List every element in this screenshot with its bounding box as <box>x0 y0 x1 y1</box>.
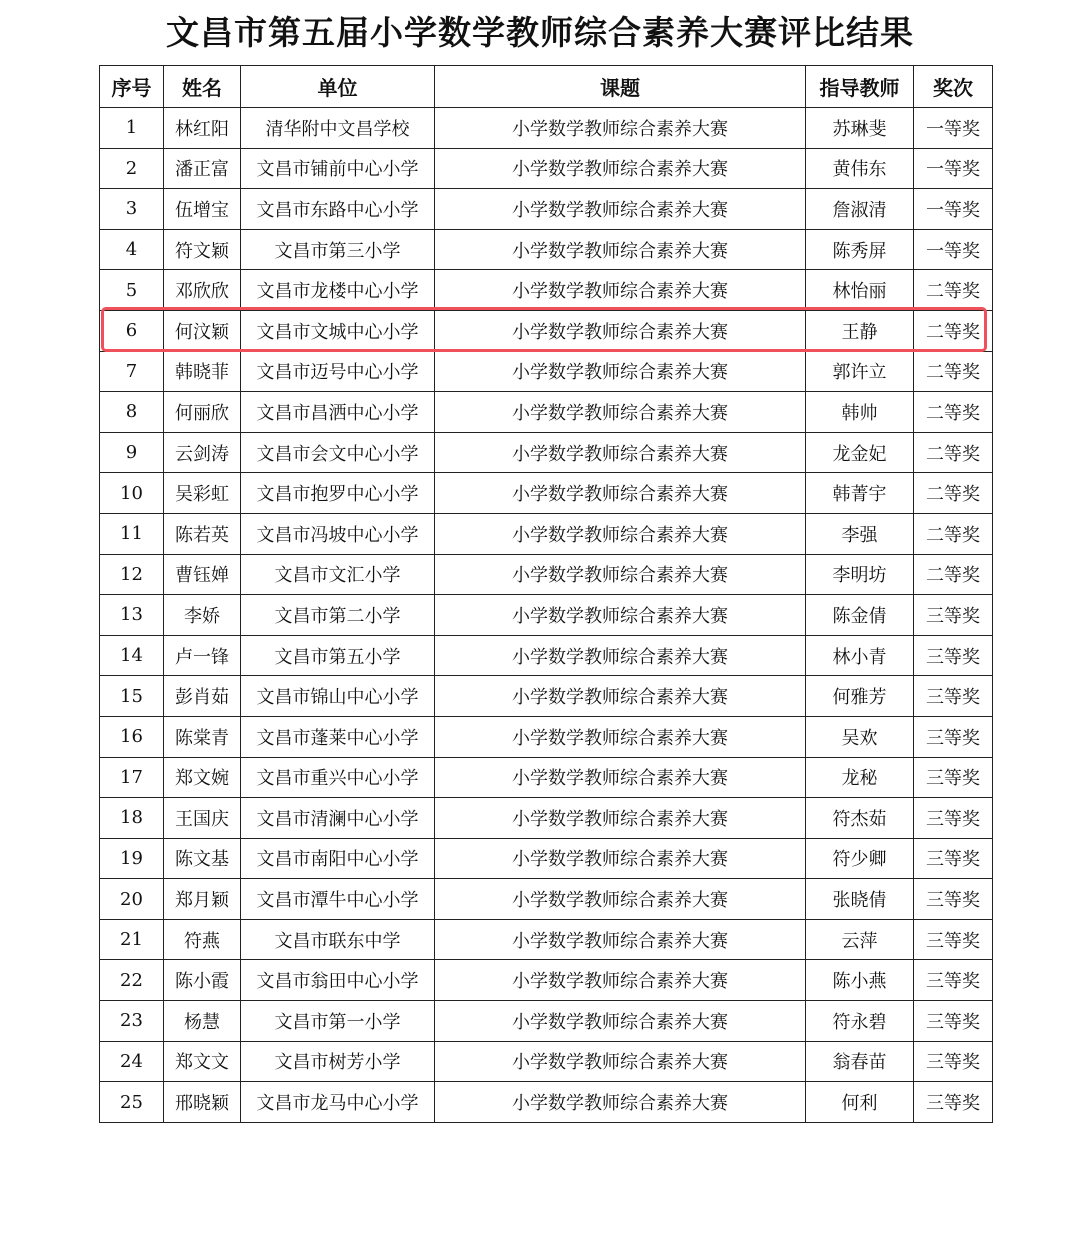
cell-award: 三等奖 <box>914 1041 993 1082</box>
cell-award: 三等奖 <box>914 879 993 920</box>
cell-topic: 小学数学教师综合素养大赛 <box>435 392 806 433</box>
cell-name: 王国庆 <box>164 798 241 839</box>
cell-name: 伍增宝 <box>164 189 241 230</box>
cell-index: 16 <box>100 716 164 757</box>
table-row <box>100 676 993 717</box>
cell-unit: 文昌市东路中心小学 <box>241 189 435 230</box>
cell-name: 郑文婉 <box>164 757 241 798</box>
table-row <box>100 757 993 798</box>
cell-unit: 文昌市潭牛中心小学 <box>241 879 435 920</box>
cell-index: 17 <box>100 757 164 798</box>
cell-award: 二等奖 <box>914 513 993 554</box>
cell-index: 13 <box>100 595 164 636</box>
cell-award: 三等奖 <box>914 595 993 636</box>
cell-unit: 文昌市抱罗中心小学 <box>241 473 435 514</box>
cell-unit: 清华附中文昌学校 <box>241 108 435 149</box>
table-header-row <box>100 66 993 108</box>
cell-index: 15 <box>100 676 164 717</box>
table-row <box>100 960 993 1001</box>
table-row <box>100 351 993 392</box>
cell-unit: 文昌市重兴中心小学 <box>241 757 435 798</box>
cell-index: 20 <box>100 879 164 920</box>
cell-name: 吴彩虹 <box>164 473 241 514</box>
cell-unit: 文昌市会文中心小学 <box>241 432 435 473</box>
cell-name: 何丽欣 <box>164 392 241 433</box>
table-row <box>100 513 993 554</box>
cell-index: 18 <box>100 798 164 839</box>
cell-topic: 小学数学教师综合素养大赛 <box>435 716 806 757</box>
cell-name: 卢一锋 <box>164 635 241 676</box>
cell-index: 2 <box>100 148 164 189</box>
cell-advisor: 符杰茹 <box>806 798 914 839</box>
cell-name: 李娇 <box>164 595 241 636</box>
cell-unit: 文昌市锦山中心小学 <box>241 676 435 717</box>
cell-index: 25 <box>100 1082 164 1123</box>
cell-award: 三等奖 <box>914 1082 993 1123</box>
cell-award: 一等奖 <box>914 148 993 189</box>
cell-award: 三等奖 <box>914 1001 993 1042</box>
results-table <box>99 65 993 1123</box>
cell-unit: 文昌市树芳小学 <box>241 1041 435 1082</box>
cell-advisor: 詹淑清 <box>806 189 914 230</box>
cell-advisor: 林小青 <box>806 635 914 676</box>
cell-award: 三等奖 <box>914 716 993 757</box>
cell-name: 郑文文 <box>164 1041 241 1082</box>
cell-topic: 小学数学教师综合素养大赛 <box>435 1082 806 1123</box>
cell-unit: 文昌市文汇小学 <box>241 554 435 595</box>
table-row <box>100 1001 993 1042</box>
cell-topic: 小学数学教师综合素养大赛 <box>435 270 806 311</box>
header-unit: 单位 <box>241 66 435 108</box>
cell-unit: 文昌市铺前中心小学 <box>241 148 435 189</box>
table-row <box>100 392 993 433</box>
cell-award: 二等奖 <box>914 310 993 351</box>
cell-name: 杨慧 <box>164 1001 241 1042</box>
cell-advisor: 黄伟东 <box>806 148 914 189</box>
cell-unit: 文昌市蓬莱中心小学 <box>241 716 435 757</box>
cell-name: 林红阳 <box>164 108 241 149</box>
cell-advisor: 龙金妃 <box>806 432 914 473</box>
cell-name: 曹钰婵 <box>164 554 241 595</box>
table-row <box>100 1082 993 1123</box>
cell-topic: 小学数学教师综合素养大赛 <box>435 1001 806 1042</box>
cell-name: 邢晓颖 <box>164 1082 241 1123</box>
cell-index: 12 <box>100 554 164 595</box>
cell-unit: 文昌市清澜中心小学 <box>241 798 435 839</box>
cell-unit: 文昌市第三小学 <box>241 229 435 270</box>
table-row <box>100 432 993 473</box>
cell-topic: 小学数学教师综合素养大赛 <box>435 676 806 717</box>
table-body <box>100 108 993 1123</box>
cell-advisor: 符少卿 <box>806 838 914 879</box>
cell-index: 14 <box>100 635 164 676</box>
cell-advisor: 李强 <box>806 513 914 554</box>
cell-advisor: 张晓倩 <box>806 879 914 920</box>
cell-topic: 小学数学教师综合素养大赛 <box>435 838 806 879</box>
header-award: 奖次 <box>914 66 993 108</box>
cell-advisor: 郭许立 <box>806 351 914 392</box>
cell-advisor: 陈秀屏 <box>806 229 914 270</box>
cell-advisor: 何利 <box>806 1082 914 1123</box>
cell-unit: 文昌市第一小学 <box>241 1001 435 1042</box>
cell-advisor: 韩菁宇 <box>806 473 914 514</box>
table-row <box>100 189 993 230</box>
cell-index: 3 <box>100 189 164 230</box>
cell-name: 韩晓菲 <box>164 351 241 392</box>
cell-advisor: 吴欢 <box>806 716 914 757</box>
table-row <box>100 554 993 595</box>
header-advisor: 指导教师 <box>806 66 914 108</box>
cell-unit: 文昌市南阳中心小学 <box>241 838 435 879</box>
cell-advisor: 符永碧 <box>806 1001 914 1042</box>
cell-index: 10 <box>100 473 164 514</box>
cell-index: 9 <box>100 432 164 473</box>
table-row <box>100 1041 993 1082</box>
cell-name: 符燕 <box>164 919 241 960</box>
cell-award: 二等奖 <box>914 392 993 433</box>
cell-index: 5 <box>100 270 164 311</box>
cell-award: 三等奖 <box>914 635 993 676</box>
cell-index: 11 <box>100 513 164 554</box>
table-row <box>100 879 993 920</box>
cell-award: 二等奖 <box>914 351 993 392</box>
cell-index: 6 <box>100 310 164 351</box>
table-row <box>100 229 993 270</box>
cell-name: 符文颖 <box>164 229 241 270</box>
cell-advisor: 陈小燕 <box>806 960 914 1001</box>
cell-topic: 小学数学教师综合素养大赛 <box>435 148 806 189</box>
table-row <box>100 270 993 311</box>
table-row <box>100 838 993 879</box>
cell-unit: 文昌市联东中学 <box>241 919 435 960</box>
cell-index: 4 <box>100 229 164 270</box>
cell-topic: 小学数学教师综合素养大赛 <box>435 310 806 351</box>
cell-unit: 文昌市第五小学 <box>241 635 435 676</box>
cell-award: 三等奖 <box>914 919 993 960</box>
table-row <box>100 148 993 189</box>
table-row <box>100 798 993 839</box>
cell-award: 三等奖 <box>914 676 993 717</box>
cell-topic: 小学数学教师综合素养大赛 <box>435 635 806 676</box>
cell-name: 陈棠青 <box>164 716 241 757</box>
cell-index: 23 <box>100 1001 164 1042</box>
cell-award: 二等奖 <box>914 473 993 514</box>
table-row <box>100 595 993 636</box>
cell-award: 三等奖 <box>914 757 993 798</box>
cell-topic: 小学数学教师综合素养大赛 <box>435 554 806 595</box>
table-row <box>100 716 993 757</box>
cell-award: 一等奖 <box>914 229 993 270</box>
cell-name: 邓欣欣 <box>164 270 241 311</box>
table-row <box>100 473 993 514</box>
cell-award: 二等奖 <box>914 554 993 595</box>
cell-advisor: 龙秘 <box>806 757 914 798</box>
cell-award: 三等奖 <box>914 798 993 839</box>
cell-advisor: 韩帅 <box>806 392 914 433</box>
cell-topic: 小学数学教师综合素养大赛 <box>435 432 806 473</box>
cell-name: 郑月颖 <box>164 879 241 920</box>
cell-topic: 小学数学教师综合素养大赛 <box>435 919 806 960</box>
cell-topic: 小学数学教师综合素养大赛 <box>435 1041 806 1082</box>
cell-advisor: 何雅芳 <box>806 676 914 717</box>
cell-index: 22 <box>100 960 164 1001</box>
header-index: 序号 <box>100 66 164 108</box>
cell-topic: 小学数学教师综合素养大赛 <box>435 513 806 554</box>
cell-unit: 文昌市昌洒中心小学 <box>241 392 435 433</box>
cell-name: 潘正富 <box>164 148 241 189</box>
cell-award: 二等奖 <box>914 432 993 473</box>
cell-topic: 小学数学教师综合素养大赛 <box>435 351 806 392</box>
cell-topic: 小学数学教师综合素养大赛 <box>435 879 806 920</box>
cell-advisor: 陈金倩 <box>806 595 914 636</box>
cell-topic: 小学数学教师综合素养大赛 <box>435 473 806 514</box>
cell-index: 21 <box>100 919 164 960</box>
cell-topic: 小学数学教师综合素养大赛 <box>435 229 806 270</box>
cell-name: 云剑涛 <box>164 432 241 473</box>
cell-award: 三等奖 <box>914 960 993 1001</box>
cell-advisor: 李明坊 <box>806 554 914 595</box>
cell-unit: 文昌市迈号中心小学 <box>241 351 435 392</box>
header-name: 姓名 <box>164 66 241 108</box>
cell-name: 彭肖茹 <box>164 676 241 717</box>
cell-topic: 小学数学教师综合素养大赛 <box>435 960 806 1001</box>
cell-name: 陈若英 <box>164 513 241 554</box>
cell-award: 一等奖 <box>914 108 993 149</box>
cell-advisor: 苏琳斐 <box>806 108 914 149</box>
cell-unit: 文昌市文城中心小学 <box>241 310 435 351</box>
cell-index: 1 <box>100 108 164 149</box>
cell-topic: 小学数学教师综合素养大赛 <box>435 189 806 230</box>
cell-unit: 文昌市龙马中心小学 <box>241 1082 435 1123</box>
table-row <box>100 635 993 676</box>
cell-topic: 小学数学教师综合素养大赛 <box>435 108 806 149</box>
cell-advisor: 云萍 <box>806 919 914 960</box>
cell-index: 24 <box>100 1041 164 1082</box>
cell-advisor: 王静 <box>806 310 914 351</box>
cell-unit: 文昌市第二小学 <box>241 595 435 636</box>
cell-name: 何汶颖 <box>164 310 241 351</box>
cell-award: 一等奖 <box>914 189 993 230</box>
cell-award: 三等奖 <box>914 838 993 879</box>
cell-unit: 文昌市冯坡中心小学 <box>241 513 435 554</box>
cell-topic: 小学数学教师综合素养大赛 <box>435 798 806 839</box>
cell-advisor: 翁春苗 <box>806 1041 914 1082</box>
cell-topic: 小学数学教师综合素养大赛 <box>435 595 806 636</box>
cell-index: 7 <box>100 351 164 392</box>
page-title: 文昌市第五届小学数学教师综合素养大赛评比结果 <box>166 13 914 52</box>
cell-index: 8 <box>100 392 164 433</box>
cell-unit: 文昌市龙楼中心小学 <box>241 270 435 311</box>
cell-unit: 文昌市翁田中心小学 <box>241 960 435 1001</box>
cell-advisor: 林怡丽 <box>806 270 914 311</box>
cell-award: 二等奖 <box>914 270 993 311</box>
cell-index: 19 <box>100 838 164 879</box>
cell-topic: 小学数学教师综合素养大赛 <box>435 757 806 798</box>
table-row <box>100 310 993 351</box>
table-row <box>100 919 993 960</box>
table-row <box>100 108 993 149</box>
header-topic: 课题 <box>435 66 806 108</box>
cell-name: 陈文基 <box>164 838 241 879</box>
cell-name: 陈小霞 <box>164 960 241 1001</box>
